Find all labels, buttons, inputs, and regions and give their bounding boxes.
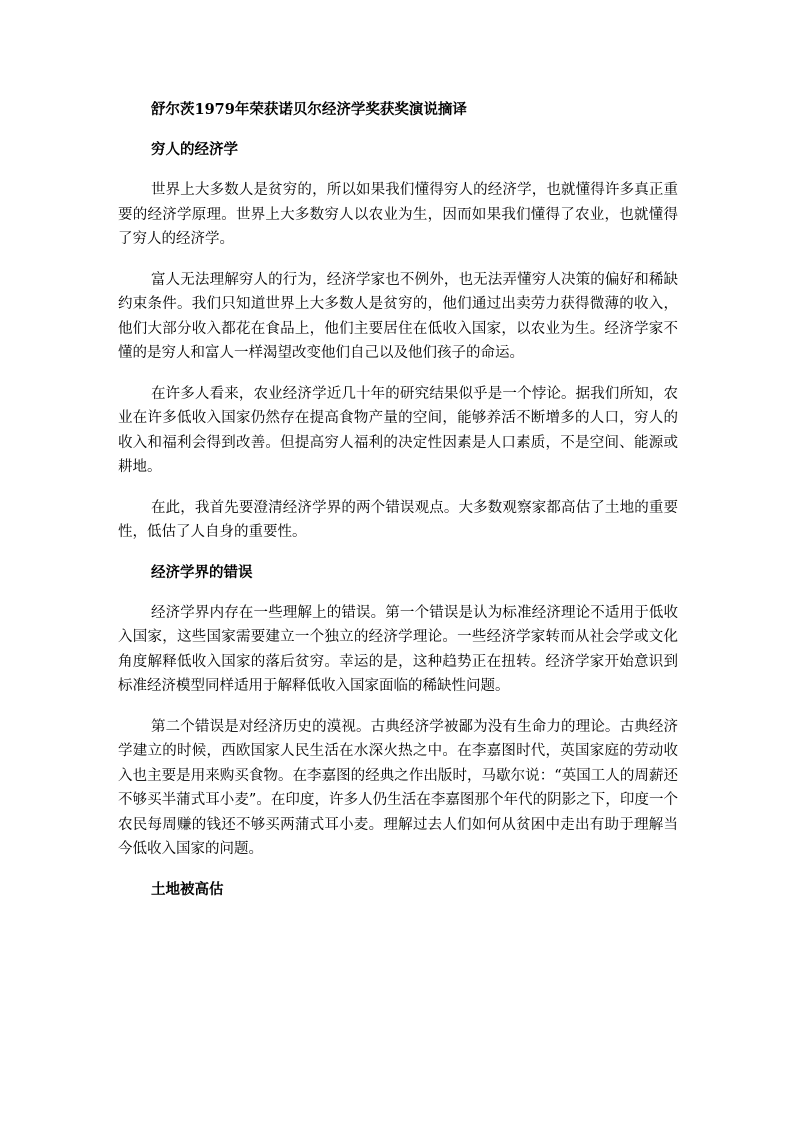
paragraph: 第二个错误是对经济历史的漠视。古典经济学被鄙为没有生命力的理论。古典经济学建立的时候，西欧国家人民生活在水深火热之中。在李嘉图时代，英国家庭的劳动收入也主要是用来购买食物。在李嘉图的经典之作出版时，马歇尔说：“英国工人的周薪还不够买半蒲式耳小麦”。在印度，许多人仍生活在李嘉图那个年代的阴影之下，印度一个农民每周赚的钱还不够买两蒲式耳小麦。理解过去人们如何从贫困中走出有助于理解当今低收入国家的问题。 bbox=[118, 718, 678, 857]
paragraph: 世界上大多数人是贫穷的，所以如果我们懂得穷人的经济学，也就懂得许多真正重要的经济学原理。世界上大多数穷人以农业为生，因而如果我们懂得了农业，也就懂得了穷人的经济学。 bbox=[118, 182, 678, 247]
paragraph: 富人无法理解穷人的行为，经济学家也不例外，也无法弄懂穷人决策的偏好和稀缺约束条件。我们只知道世界上大多数人是贫穷的，他们通过出卖劳力获得微薄的收入，他们大部分收入都花在食品上，他们主要居住在低收入国家，以农业为生。经济学家不懂的是穷人和富人一样渴望改变他们自己以及他们孩子的命运。 bbox=[118, 271, 678, 361]
paragraph: 经济学界内存在一些理解上的错误。第一个错误是认为标准经济理论不适用于低收入国家，这些国家需要建立一个独立的经济学理论。一些经济学家转而从社会学或文化角度解释低收入国家的落后贫穷。幸运的是，这种趋势正在扭转。经济学家开始意识到标准经济模型同样适用于解释低收入国家面临的稀缺性问题。 bbox=[118, 604, 678, 694]
paragraph: 在此，我首先要澄清经济学界的两个错误观点。大多数观察家都高估了土地的重要性，低估了人自身的重要性。 bbox=[118, 499, 678, 540]
document-body bbox=[118, 98, 678, 918]
section-heading-economics-errors: 经济学界的错误 bbox=[151, 563, 253, 581]
section-heading-poor-economics: 穷人的经济学 bbox=[151, 141, 238, 158]
paragraph: 在许多人看来，农业经济学近几十年的研究结果似乎是一个悖论。据我们所知，农业在许多低收入国家仍然存在提高食物产量的空间，能够养活不断增多的人口，穷人的收入和福利会得到改善。但提高穷人福利的决定性因素是人口素质，不是空间、能源或耕地。 bbox=[118, 385, 678, 475]
section-heading-land-overestimated: 土地被高估 bbox=[151, 880, 224, 898]
document-title: 舒尔茨1979年荣获诺贝尔经济学奖获奖演说摘译 bbox=[151, 101, 467, 118]
